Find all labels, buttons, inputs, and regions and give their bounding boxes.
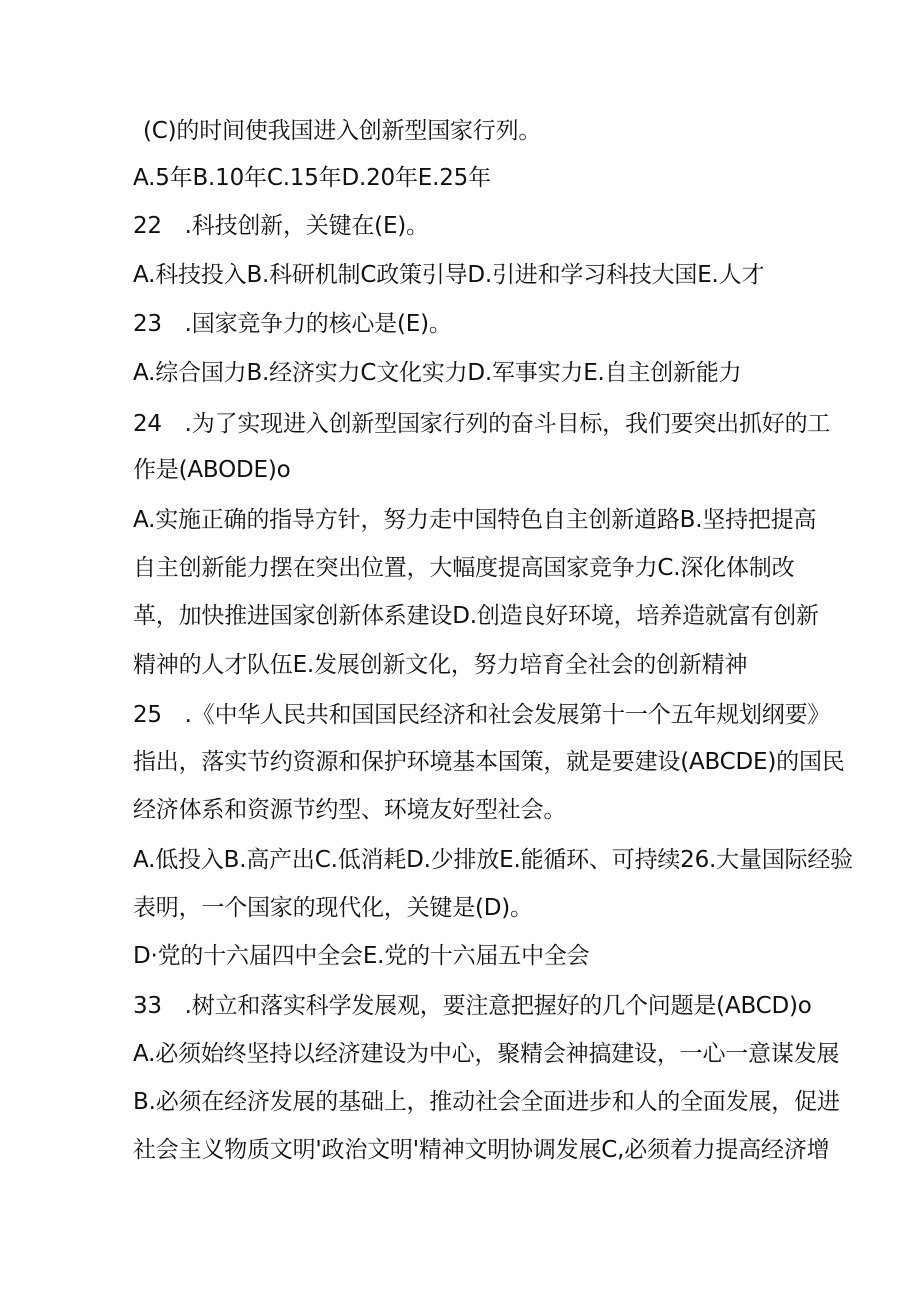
- text-line: 指出，落实节约资源和保护环境基本国策，就是要建设(ABCDE)的国民: [133, 749, 845, 775]
- text-line: 23 .国家竞争力的核心是(E)。: [133, 311, 452, 337]
- text-line: D·党的十六届四中全会E.党的十六届五中全会: [133, 943, 590, 969]
- text-line: 表明，一个国家的现代化，关键是(D)。: [133, 895, 533, 921]
- text-line: A.低投入B.高产出C.低消耗D.少排放E.能循环、可持续26.大量国际经验: [133, 847, 853, 873]
- text-line: B.必须在经济发展的基础上，推动社会全面进步和人的全面发展，促进: [133, 1089, 840, 1115]
- text-line: A.5年B.10年C.15年D.20年E.25年: [133, 165, 491, 191]
- text-line: A.综合国力B.经济实力C文化实力D.军事实力E.自主创新能力: [133, 360, 742, 386]
- text-line: 33 .树立和落实科学发展观，要注意把握好的几个问题是(ABCD)o: [133, 993, 812, 1019]
- text-line: A.必须始终坚持以经济建设为中心，聚精会神搞建设，一心一意谋发展: [133, 1041, 840, 1067]
- text-line: 24 .为了实现进入创新型国家行列的奋斗目标，我们要突出抓好的工: [133, 411, 831, 437]
- text-line: 精神的人才队伍E.发展创新文化，努力培育全社会的创新精神: [133, 652, 748, 678]
- text-line: A.科技投入B.科研机制C政策引导D.引进和学习科技大国E.人才: [133, 262, 765, 288]
- text-line: A.实施正确的指导方针，努力走中国特色自主创新道路B.坚持把提高: [133, 507, 817, 533]
- text-line: 经济体系和资源节约型、环境友好型社会。: [133, 797, 567, 823]
- text-line: 作是(ABODE)o: [133, 457, 291, 483]
- text-line: 革，加快推进国家创新体系建设D.创造良好环境，培养造就富有创新: [133, 603, 819, 629]
- text-line: (C)的时间使我国进入创新型国家行列。: [143, 118, 542, 144]
- text-line: 社会主义物质文明'政治文明'精神文明协调发展C,必须着力提高经济增: [133, 1137, 830, 1163]
- text-line: 22 .科技创新，关键在(E)。: [133, 213, 429, 239]
- text-line: 自主创新能力摆在突出位置，大幅度提高国家竞争力C.深化体制改: [133, 555, 795, 581]
- text-line: 25 .《中华人民共和国国民经济和社会发展第十一个五年规划纲要》: [133, 702, 831, 728]
